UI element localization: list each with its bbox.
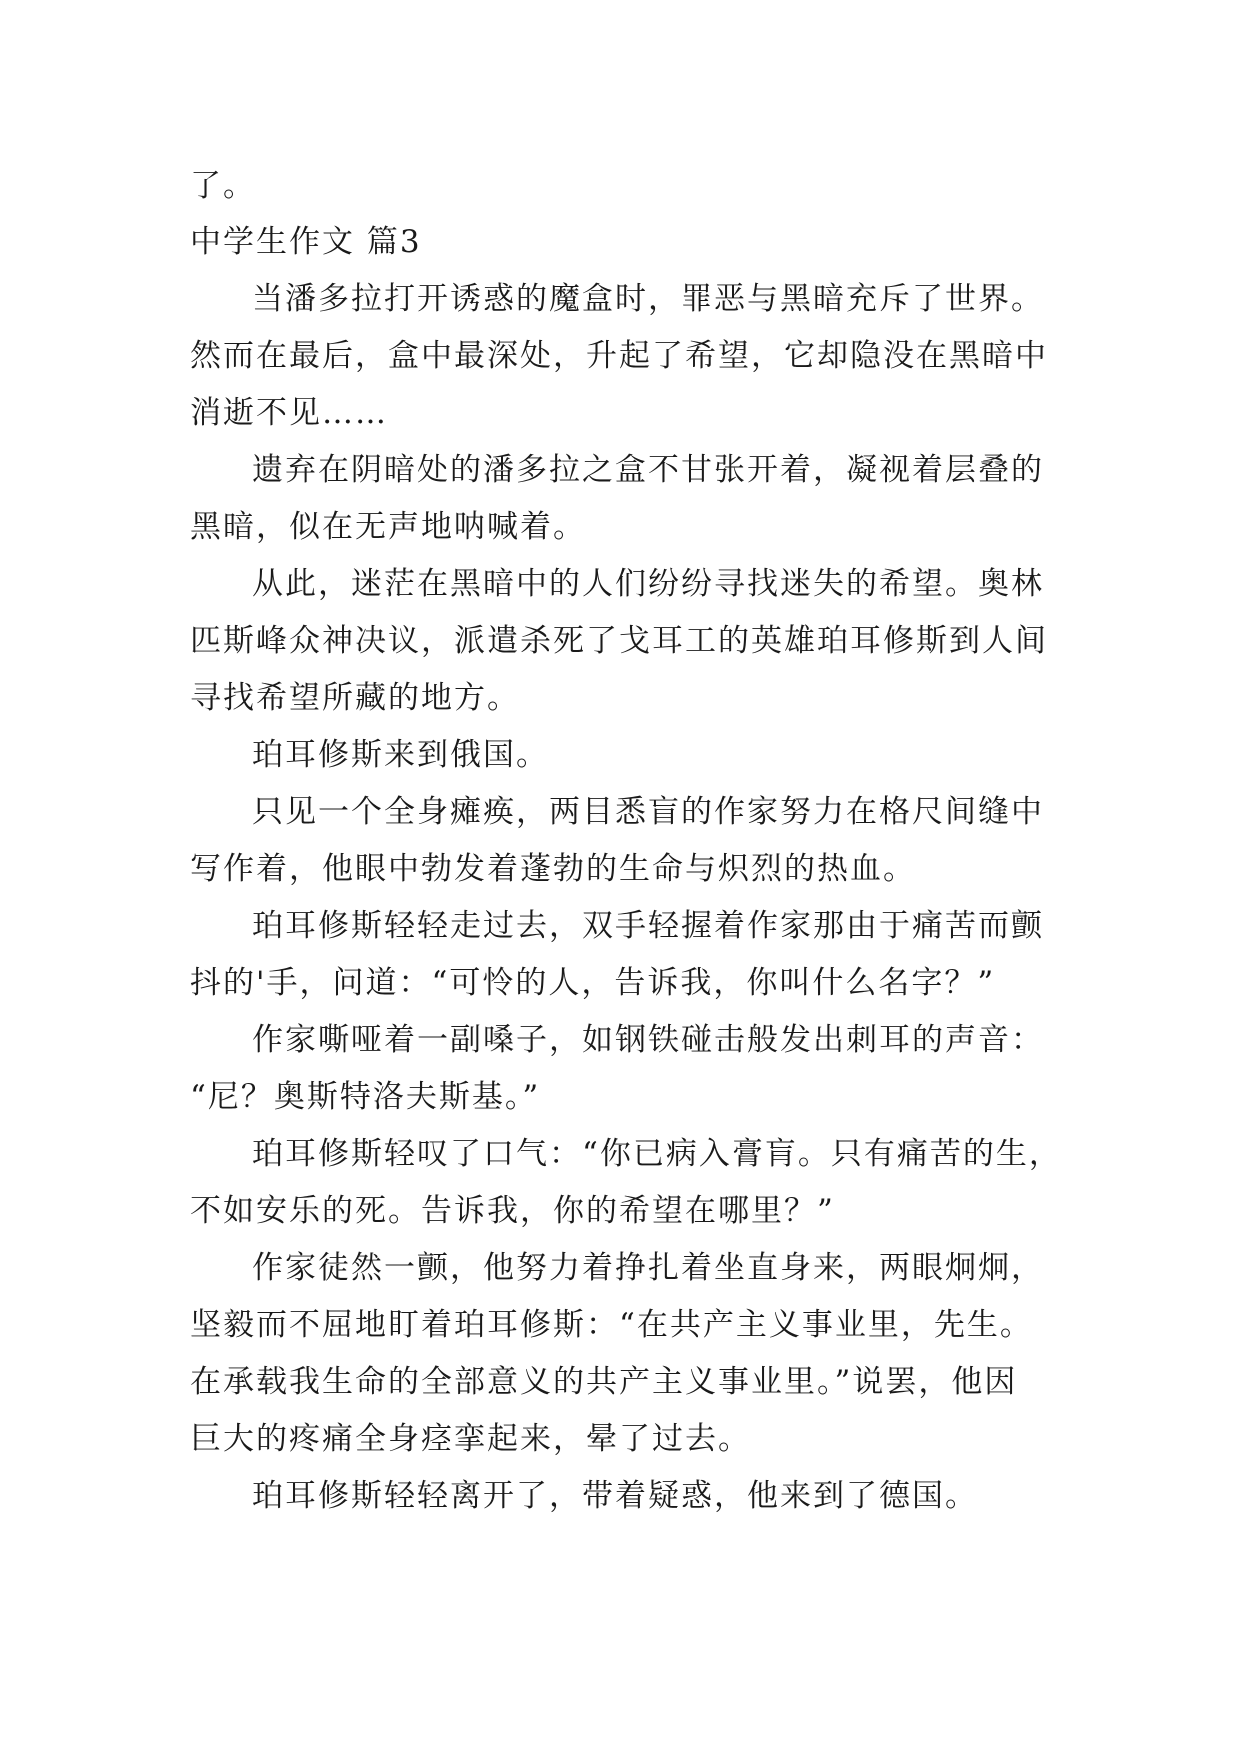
paragraph-line: 抖的'手，问道：“可怜的人，告诉我，你叫什么名字？” — [190, 965, 996, 1001]
paragraph-line: “尼？奥斯特洛夫斯基。” — [190, 1079, 541, 1115]
paragraph-line: 作家徒然一颤，他努力着挣扎着坐直身来，两眼炯炯， — [252, 1250, 1044, 1286]
text-line: 了。 — [190, 168, 256, 204]
paragraph-line: 坚毅而不屈地盯着珀耳修斯：“在共产主义事业里，先生。 — [190, 1307, 1033, 1343]
section-heading: 中学生作文 篇3 — [190, 224, 422, 260]
paragraph-line: 不如安乐的死。告诉我，你的希望在哪里？” — [190, 1193, 835, 1229]
paragraph-line: 巨大的疼痛全身痉挛起来，晕了过去。 — [190, 1421, 751, 1457]
paragraph-line: 匹斯峰众神决议，派遣杀死了戈耳工的英雄珀耳修斯到人间 — [190, 623, 1048, 659]
paragraph-line: 黑暗，似在无声地呐喊着。 — [190, 509, 586, 545]
paragraph-line: 在承载我生命的全部意义的共产主义事业里。”说罢，他因 — [190, 1364, 1018, 1400]
paragraph-line: 珀耳修斯来到俄国。 — [252, 737, 549, 773]
paragraph-line: 遗弃在阴暗处的潘多拉之盒不甘张开着，凝视着层叠的 — [252, 452, 1044, 488]
paragraph-line: 然而在最后，盒中最深处，升起了希望，它却隐没在黑暗中 — [190, 338, 1048, 374]
paragraph-line: 只见一个全身瘫痪，两目悉盲的作家努力在格尺间缝中 — [252, 794, 1044, 830]
paragraph-line: 从此，迷茫在黑暗中的人们纷纷寻找迷失的希望。奥林 — [252, 566, 1044, 602]
paragraph-line: 珀耳修斯轻叹了口气：“你已病入膏肓。只有痛苦的生， — [252, 1136, 1062, 1172]
paragraph-line: 写作着，他眼中勃发着蓬勃的生命与炽烈的热血。 — [190, 851, 916, 887]
paragraph-line: 当潘多拉打开诱惑的魔盒时，罪恶与黑暗充斥了世界。 — [252, 281, 1044, 317]
paragraph-line: 作家嘶哑着一副嗓子，如钢铁碰击般发出刺耳的声音： — [252, 1022, 1044, 1058]
paragraph-line: 消逝不见…… — [190, 395, 388, 431]
paragraph-line: 寻找希望所藏的地方。 — [190, 680, 520, 716]
paragraph-line: 珀耳修斯轻轻离开了，带着疑惑，他来到了德国。 — [252, 1478, 978, 1514]
paragraph-line: 珀耳修斯轻轻走过去，双手轻握着作家那由于痛苦而颤 — [252, 908, 1044, 944]
